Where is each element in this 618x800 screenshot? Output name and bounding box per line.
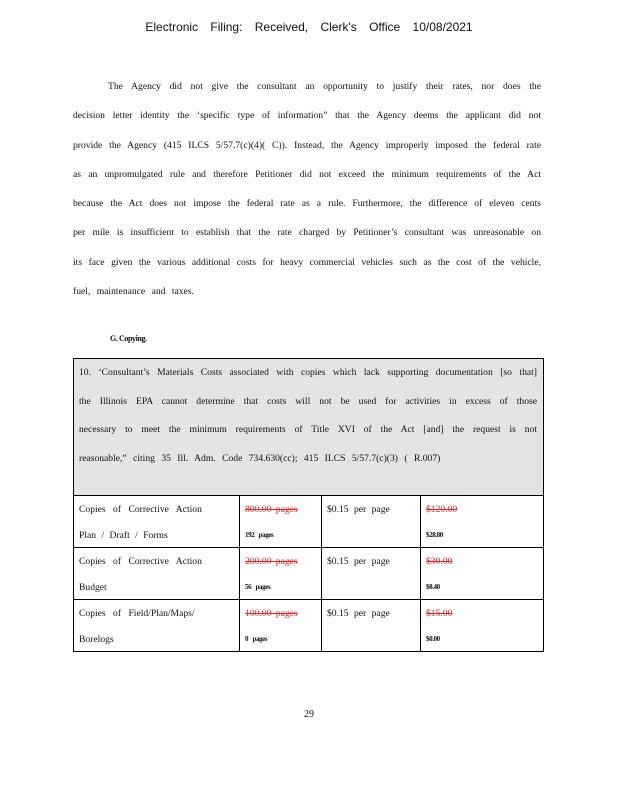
item-line1: Copies of Field/Plan/Maps/ (79, 608, 195, 619)
revised-total: $8.40 (426, 583, 440, 591)
item-line1: Copies of Corrective Action (79, 556, 202, 567)
item-line1: Copies of Corrective Action (79, 504, 202, 515)
table-row (74, 548, 544, 600)
revised-pages: 0 pages (245, 635, 268, 643)
revised-total: $0.00 (426, 635, 440, 643)
pages-cell (240, 496, 322, 548)
total-cell (421, 600, 544, 652)
reason-table (73, 358, 544, 652)
total-cell (421, 548, 544, 600)
reason-quote-text: 10. ‘Consultant’s Materials Costs associated with copies which lack supporting documentation [so that] the Illinois EPA cannot determine that costs will not be used for activities in excess of those necessary to meet the minimum requirements of Title XVI of the Act [and] the request is not reasonable,” citing 35 Ill. Adm. Code 734.630(cc); 415 ILCS 5/57.7(c)(3) ( R.007) (79, 367, 537, 464)
table-row (74, 496, 544, 548)
item-cell (74, 548, 240, 600)
body-paragraph: The Agency did not give the consultant an opportunity to justify their rates, nor does the decision letter identity the ‘specific type of information” that the Agency deems the applicant did not provide the Agency (415 ILCS 5/57.7(c)(4)( C)). Instead, the Agency improperly imposed the federal rate as an unpromulgated rule and therefore Petitioner did not exceed the minimum requirements of the Act because the Act does not impose the federal rate as a rule. Furthermore, the difference of eleven cents per mile is insufficient to establish that the rate charged by Petitioner’s consultant was unreasonable on its face given the various additional costs for heavy commercial vehicles such as the cost of the vehicle, fuel, maintenance and taxes. (73, 81, 541, 298)
rate-cell (322, 600, 421, 652)
filing-stamp-header: Electronic Filing: Received, Clerk's Office 10/08/2021 (145, 20, 473, 34)
rate-text: $0.15 per page (327, 556, 390, 567)
revised-pages: 56 pages (245, 583, 271, 591)
original-pages-struck: 200.00 pages (245, 556, 298, 567)
item-line2: Borelogs (79, 634, 114, 645)
rate-text: $0.15 per page (327, 504, 390, 515)
item-cell (74, 496, 240, 548)
page-number: 29 (304, 709, 314, 720)
revised-total: $28.80 (426, 531, 443, 539)
revised-pages: 192 pages (245, 531, 274, 539)
original-total-struck: $120.00 (426, 504, 458, 515)
original-pages-struck: 800.00 pages (245, 504, 298, 515)
section-heading: G. Copying. (110, 334, 147, 343)
rate-text: $0.15 per page (327, 608, 390, 619)
table-row (74, 600, 544, 652)
rate-cell (322, 496, 421, 548)
item-cell (74, 600, 240, 652)
original-pages-struck: 100.00 pages (245, 608, 298, 619)
original-total-struck: $30.00 (426, 556, 453, 567)
item-line2: Plan / Draft / Forms (79, 530, 168, 541)
pages-cell (240, 548, 322, 600)
pages-cell (240, 600, 322, 652)
item-line2: Budget (79, 582, 107, 593)
reason-quote-cell (74, 359, 544, 496)
body-paragraph-container (73, 72, 541, 306)
total-cell (421, 496, 544, 548)
original-total-struck: $15.00 (426, 608, 453, 619)
reason-quote-row (74, 359, 544, 496)
rate-cell (322, 548, 421, 600)
